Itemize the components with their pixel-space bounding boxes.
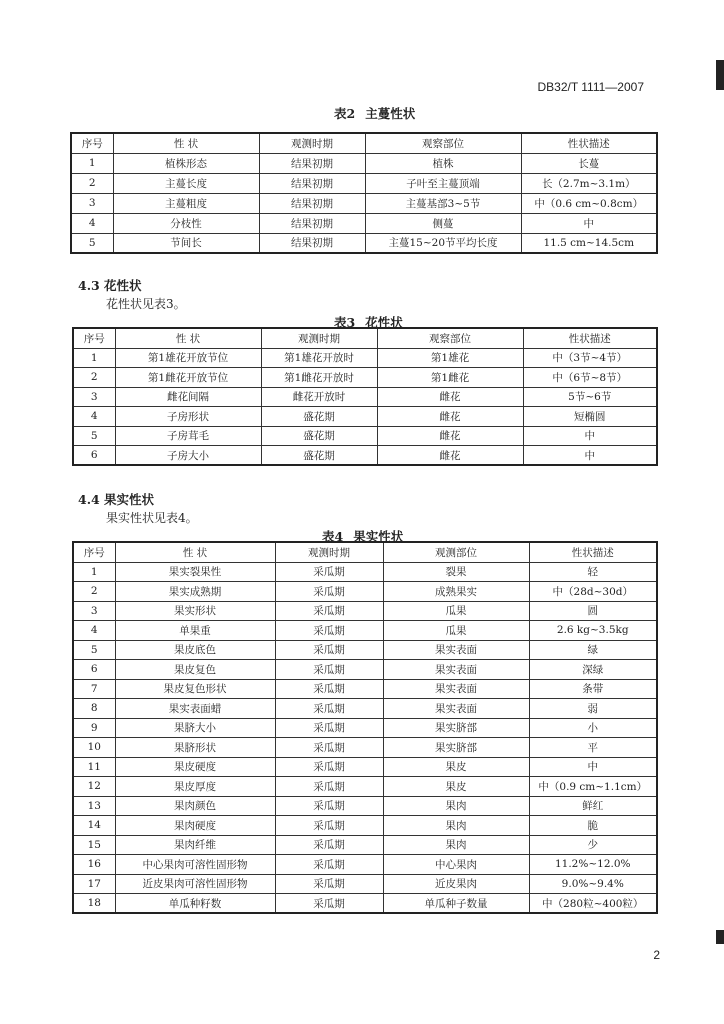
table4-row <box>73 699 657 719</box>
table3-cell: 盛花期 <box>261 446 377 466</box>
table3-cell: 盛花期 <box>261 426 377 446</box>
section-4-4-heading <box>78 490 154 508</box>
table4-row <box>73 894 657 914</box>
table4-cell: 9.0%~9.4% <box>529 874 657 894</box>
table4-cell: 采瓜期 <box>275 816 383 836</box>
table2 <box>70 132 658 254</box>
table3-cell: 5 <box>73 426 115 446</box>
table3-cell: 6 <box>73 446 115 466</box>
table4-cell: 裂果 <box>383 562 529 582</box>
table2-caption <box>334 104 425 122</box>
table2-cell: 中 <box>521 213 657 233</box>
section-4-4-title: 果实性状 <box>104 492 155 507</box>
table3-row <box>73 387 657 407</box>
section-4-4-number: 4.4 <box>78 492 100 507</box>
table4-row <box>73 660 657 680</box>
table4-cell: 采瓜期 <box>275 718 383 738</box>
table4-cell: 3 <box>73 601 115 621</box>
table3-header-cell: 观测时期 <box>261 328 377 348</box>
table4-header-cell: 序号 <box>73 542 115 562</box>
table2-cell: 主蔓粗度 <box>113 193 259 213</box>
table4-cell: 成熟果实 <box>383 582 529 602</box>
table4-cell: 轻 <box>529 562 657 582</box>
table4-header-cell: 性 状 <box>115 542 275 562</box>
table2-cell: 分枝性 <box>113 213 259 233</box>
table2-row <box>71 193 657 213</box>
table4-cell: 果皮硬度 <box>115 757 275 777</box>
table4-cell: 采瓜期 <box>275 835 383 855</box>
table4-cell: 果肉 <box>383 796 529 816</box>
table2-header-cell: 观测时期 <box>259 133 365 153</box>
table4-cell: 1 <box>73 562 115 582</box>
table4-cell: 采瓜期 <box>275 621 383 641</box>
table3-cell: 第1雄花开放节位 <box>115 348 261 368</box>
table4-cell: 果皮 <box>383 777 529 797</box>
table4-row <box>73 582 657 602</box>
table4-cell: 果肉颜色 <box>115 796 275 816</box>
table4-row <box>73 640 657 660</box>
table2-cell: 主蔓基部3~5节 <box>365 193 521 213</box>
table4-row <box>73 816 657 836</box>
table4-cell: 果实成熟期 <box>115 582 275 602</box>
table2-cell: 2 <box>71 173 113 193</box>
table2-cell: 结果初期 <box>259 233 365 253</box>
section-4-3-title: 花性状 <box>104 278 142 293</box>
table3-header-row <box>73 328 657 348</box>
table3-header-cell: 性 状 <box>115 328 261 348</box>
document-code: DB32/T 1111—2007 <box>537 80 644 94</box>
table3-cell: 盛花期 <box>261 407 377 427</box>
table4-header-cell: 观测时期 <box>275 542 383 562</box>
table4-cell: 10 <box>73 738 115 758</box>
table4-row <box>73 777 657 797</box>
table4-row <box>73 738 657 758</box>
table2-cell: 结果初期 <box>259 213 365 233</box>
table4-cell: 平 <box>529 738 657 758</box>
table4-cell: 采瓜期 <box>275 874 383 894</box>
table4-cell: 采瓜期 <box>275 640 383 660</box>
scan-edge-mark-top <box>716 60 724 90</box>
table3-cell: 第1雄花 <box>377 348 523 368</box>
table3-cell: 雌花间隔 <box>115 387 261 407</box>
page-number: 2 <box>653 948 660 962</box>
table3-cell: 中（3节~4节） <box>523 348 657 368</box>
table4-row <box>73 718 657 738</box>
table4-cell: 瓜果 <box>383 621 529 641</box>
table3 <box>72 327 658 466</box>
section-4-3-heading <box>78 276 142 294</box>
table4-cell: 中（28d~30d） <box>529 582 657 602</box>
table4-row <box>73 835 657 855</box>
table4-caption-title: 果实性状 <box>353 529 404 544</box>
table4-cell: 果肉硬度 <box>115 816 275 836</box>
table4-row <box>73 855 657 875</box>
table4-cell: 脆 <box>529 816 657 836</box>
scan-edge-mark-bottom <box>716 930 724 944</box>
table4-cell: 采瓜期 <box>275 855 383 875</box>
table2-cell: 中（0.6 cm~0.8cm） <box>521 193 657 213</box>
table4-cell: 中心果肉 <box>383 855 529 875</box>
table4-cell: 果皮底色 <box>115 640 275 660</box>
table4-cell: 采瓜期 <box>275 679 383 699</box>
table4-cell: 果肉 <box>383 816 529 836</box>
table2-row <box>71 213 657 233</box>
table4-cell: 单瓜种籽数 <box>115 894 275 914</box>
table4-cell: 4 <box>73 621 115 641</box>
table3-cell: 中 <box>523 446 657 466</box>
table2-cell: 11.5 cm~14.5cm <box>521 233 657 253</box>
table4-cell: 14 <box>73 816 115 836</box>
table3-caption-number: 表3 <box>334 315 356 330</box>
table4-cell: 采瓜期 <box>275 699 383 719</box>
table4-cell: 2.6 kg~3.5kg <box>529 621 657 641</box>
table4-cell: 中（0.9 cm~1.1cm） <box>529 777 657 797</box>
table4-cell: 采瓜期 <box>275 757 383 777</box>
table3-row <box>73 348 657 368</box>
section-4-3-number: 4.3 <box>78 278 100 293</box>
table4-cell: 果肉 <box>383 835 529 855</box>
table3-header-cell: 观察部位 <box>377 328 523 348</box>
table4-cell: 9 <box>73 718 115 738</box>
table4-cell: 果肉纤维 <box>115 835 275 855</box>
table4-cell: 采瓜期 <box>275 601 383 621</box>
table4-cell: 弱 <box>529 699 657 719</box>
table3-cell: 1 <box>73 348 115 368</box>
table2-header-cell: 观察部位 <box>365 133 521 153</box>
table2-cell: 植株形态 <box>113 153 259 173</box>
table4-row <box>73 601 657 621</box>
table4-cell: 绿 <box>529 640 657 660</box>
table3-cell: 2 <box>73 368 115 388</box>
table2-cell: 主蔓15~20节平均长度 <box>365 233 521 253</box>
table4-cell: 少 <box>529 835 657 855</box>
table3-cell: 中 <box>523 426 657 446</box>
table2-cell: 结果初期 <box>259 193 365 213</box>
table4-row <box>73 679 657 699</box>
table4-header-row <box>73 542 657 562</box>
table4-cell: 中心果肉可溶性固形物 <box>115 855 275 875</box>
table2-caption-number: 表2 <box>334 106 356 121</box>
table4-cell: 5 <box>73 640 115 660</box>
table4-cell: 果实形状 <box>115 601 275 621</box>
table2-cell: 长（2.7m~3.1m） <box>521 173 657 193</box>
table4-cell: 果皮 <box>383 757 529 777</box>
table4-cell: 圆 <box>529 601 657 621</box>
table3-cell: 4 <box>73 407 115 427</box>
table4-cell: 果皮厚度 <box>115 777 275 797</box>
table4-cell: 近皮果肉 <box>383 874 529 894</box>
table3-cell: 中（6节~8节） <box>523 368 657 388</box>
table2-header-cell: 序号 <box>71 133 113 153</box>
table3-header-cell: 性状描述 <box>523 328 657 348</box>
table2-row <box>71 173 657 193</box>
table4-cell: 果皮复色形状 <box>115 679 275 699</box>
table2-header-cell: 性状描述 <box>521 133 657 153</box>
table4-cell: 单瓜种子数量 <box>383 894 529 914</box>
table4-cell: 中（280粒~400粒） <box>529 894 657 914</box>
table2-cell: 5 <box>71 233 113 253</box>
table4-cell: 采瓜期 <box>275 738 383 758</box>
table4-caption-number: 表4 <box>322 529 344 544</box>
table3-cell: 雌花 <box>377 407 523 427</box>
table2-cell: 结果初期 <box>259 173 365 193</box>
table4-cell: 采瓜期 <box>275 660 383 680</box>
table2-header-row <box>71 133 657 153</box>
table4-cell: 单果重 <box>115 621 275 641</box>
table4-row <box>73 621 657 641</box>
table4-cell: 近皮果肉可溶性固形物 <box>115 874 275 894</box>
table4-row <box>73 796 657 816</box>
table4-cell: 果实表面 <box>383 640 529 660</box>
table4-cell: 小 <box>529 718 657 738</box>
table4-cell: 深绿 <box>529 660 657 680</box>
table4-cell: 果实表面 <box>383 679 529 699</box>
table3-cell: 第1雌花开放节位 <box>115 368 261 388</box>
table4-cell: 13 <box>73 796 115 816</box>
table2-cell: 节间长 <box>113 233 259 253</box>
table4-cell: 果脐形状 <box>115 738 275 758</box>
table2-cell: 结果初期 <box>259 153 365 173</box>
table2-header-cell: 性 状 <box>113 133 259 153</box>
table4-cell: 果实表面蜡 <box>115 699 275 719</box>
table3-cell: 第1雄花开放时 <box>261 348 377 368</box>
table2-cell: 子叶至主蔓顶端 <box>365 173 521 193</box>
table3-cell: 5节~6节 <box>523 387 657 407</box>
table4-cell: 8 <box>73 699 115 719</box>
table3-cell: 短椭圆 <box>523 407 657 427</box>
table4-row <box>73 874 657 894</box>
table3-cell: 子房大小 <box>115 446 261 466</box>
table3-row <box>73 446 657 466</box>
table4-cell: 果脐大小 <box>115 718 275 738</box>
table4-row <box>73 562 657 582</box>
table3-cell: 雌花 <box>377 446 523 466</box>
table4-cell: 鲜红 <box>529 796 657 816</box>
table3-cell: 3 <box>73 387 115 407</box>
table2-cell: 1 <box>71 153 113 173</box>
table4-header-cell: 性状描述 <box>529 542 657 562</box>
section-4-4-text: 果实性状见表4。 <box>106 511 198 525</box>
table4-cell: 12 <box>73 777 115 797</box>
table2-caption-title: 主蔓性状 <box>365 106 416 121</box>
table2-cell: 3 <box>71 193 113 213</box>
table3-caption-title: 花性状 <box>365 315 403 330</box>
table2-cell: 4 <box>71 213 113 233</box>
table3-row <box>73 368 657 388</box>
table4-cell: 果实表面 <box>383 699 529 719</box>
table4-cell: 采瓜期 <box>275 777 383 797</box>
table4-cell: 2 <box>73 582 115 602</box>
table4-header-cell: 观测部位 <box>383 542 529 562</box>
table3-cell: 雌花 <box>377 426 523 446</box>
table4-cell: 采瓜期 <box>275 796 383 816</box>
table4-cell: 15 <box>73 835 115 855</box>
table3-cell: 第1雌花开放时 <box>261 368 377 388</box>
table4-cell: 中 <box>529 757 657 777</box>
table4-cell: 17 <box>73 874 115 894</box>
table3-cell: 第1雌花 <box>377 368 523 388</box>
table2-cell: 侧蔓 <box>365 213 521 233</box>
table4-cell: 瓜果 <box>383 601 529 621</box>
table3-cell: 雌花 <box>377 387 523 407</box>
table3-cell: 雌花开放时 <box>261 387 377 407</box>
table4-cell: 11 <box>73 757 115 777</box>
table4-cell: 6 <box>73 660 115 680</box>
table3-row <box>73 407 657 427</box>
table3-cell: 子房茸毛 <box>115 426 261 446</box>
table2-row <box>71 153 657 173</box>
table4-cell: 果实裂果性 <box>115 562 275 582</box>
table2-cell: 主蔓长度 <box>113 173 259 193</box>
table4-cell: 果实表面 <box>383 660 529 680</box>
table4-cell: 7 <box>73 679 115 699</box>
table4 <box>72 541 658 914</box>
table4-cell: 果皮复色 <box>115 660 275 680</box>
table4-cell: 采瓜期 <box>275 894 383 914</box>
table4-cell: 18 <box>73 894 115 914</box>
table3-cell: 子房形状 <box>115 407 261 427</box>
table4-cell: 采瓜期 <box>275 582 383 602</box>
table4-cell: 条带 <box>529 679 657 699</box>
table4-cell: 16 <box>73 855 115 875</box>
table4-cell: 11.2%~12.0% <box>529 855 657 875</box>
table4-row <box>73 757 657 777</box>
table4-cell: 果实脐部 <box>383 738 529 758</box>
table3-row <box>73 426 657 446</box>
table4-cell: 采瓜期 <box>275 562 383 582</box>
table4-cell: 果实脐部 <box>383 718 529 738</box>
section-4-3-text: 花性状见表3。 <box>106 297 186 311</box>
table2-row <box>71 233 657 253</box>
table2-cell: 长蔓 <box>521 153 657 173</box>
table3-header-cell: 序号 <box>73 328 115 348</box>
table2-cell: 植株 <box>365 153 521 173</box>
